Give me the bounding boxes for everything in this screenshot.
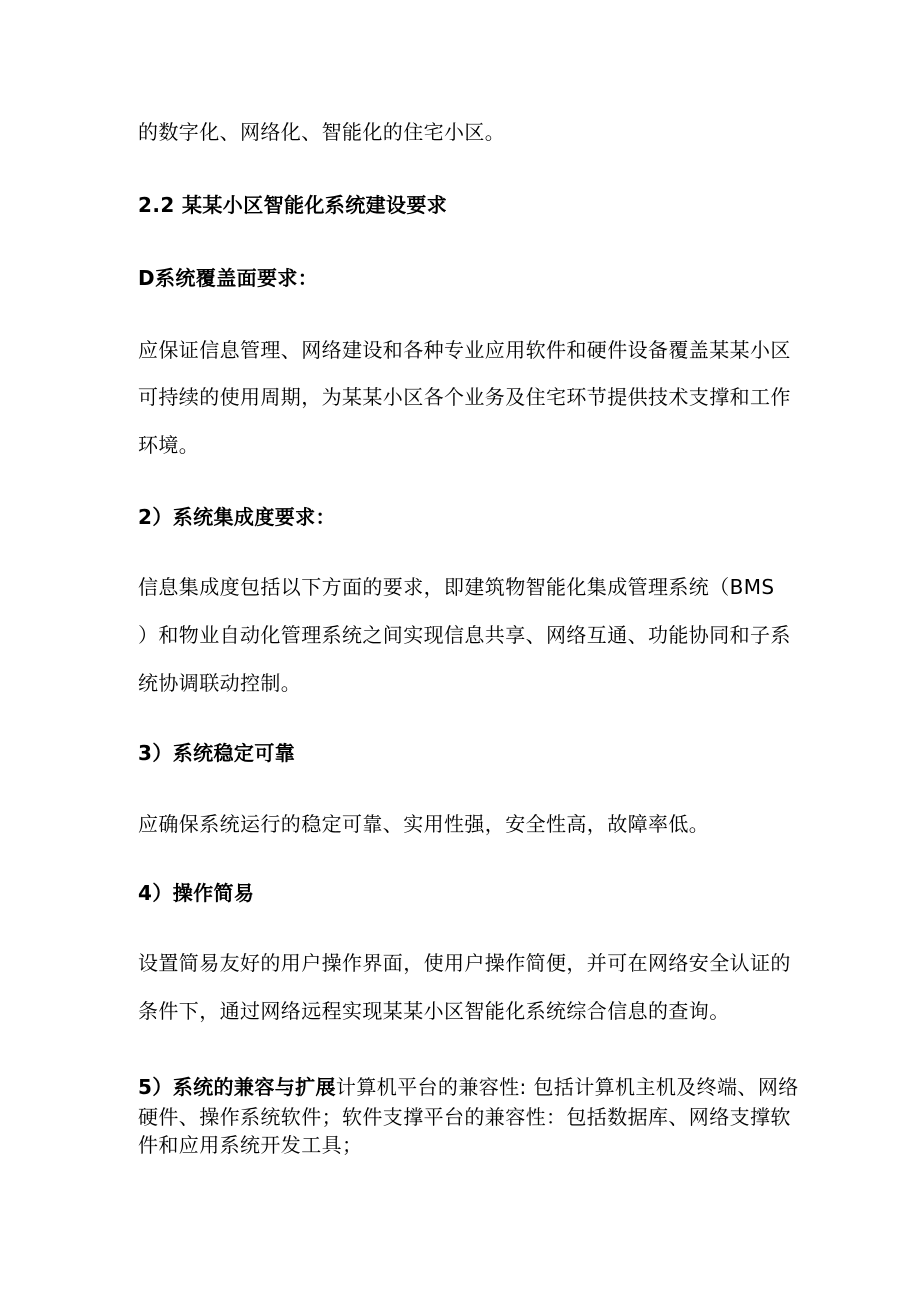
item5-heading: 5）系统的兼容与扩展 [138,1075,336,1099]
item1-line-1: 应保证信息管理、网络建设和各种专业应用软件和硬件设备覆盖某某小区 [138,338,791,362]
intro-line: 的数字化、网络化、智能化的住宅小区。 [138,120,506,144]
item1-line-3: 环境。 [138,433,200,457]
item2-line-1: 信息集成度包括以下方面的要求，即建筑物智能化集成管理系统（BMS [138,575,775,599]
item4-heading: 4）操作简易 [138,881,255,905]
item1-line-2: 可持续的使用周期，为某某小区各个业务及住宅环节提供技术支撑和工作 [138,385,791,409]
item5-line-2: 硬件、操作系统软件；软件支撑平台的兼容性：包括数据库、网络支撑软 [138,1105,791,1129]
item5-line-3: 件和应用系统开发工具； [138,1133,363,1157]
section-title: 2.2 某某小区智能化系统建设要求 [138,193,448,217]
item2-heading: 2）系统集成度要求： [138,505,336,529]
item2-line-2: ）和物业自动化管理系统之间实现信息共享、网络互通、功能协同和子系 [138,623,791,647]
item3-line-1: 应确保系统运行的稳定可靠、实用性强，安全性高，故障率低。 [138,812,710,836]
item4-line-1: 设置简易友好的用户操作界面，使用户操作简便，并可在网络安全认证的 [138,951,791,975]
item3-heading: 3）系统稳定可靠 [138,741,296,765]
item1-heading: D系统覆盖面要求： [138,266,319,290]
item5-first-line [138,1075,799,1099]
item4-line-2: 条件下，通过网络远程实现某某小区智能化系统综合信息的查询。 [138,999,730,1023]
item5-first-line-rest: 计算机平台的兼容性: 包括计算机主机及终端、网络 [335,1075,799,1099]
item2-line-3: 统协调联动控制。 [138,671,302,695]
